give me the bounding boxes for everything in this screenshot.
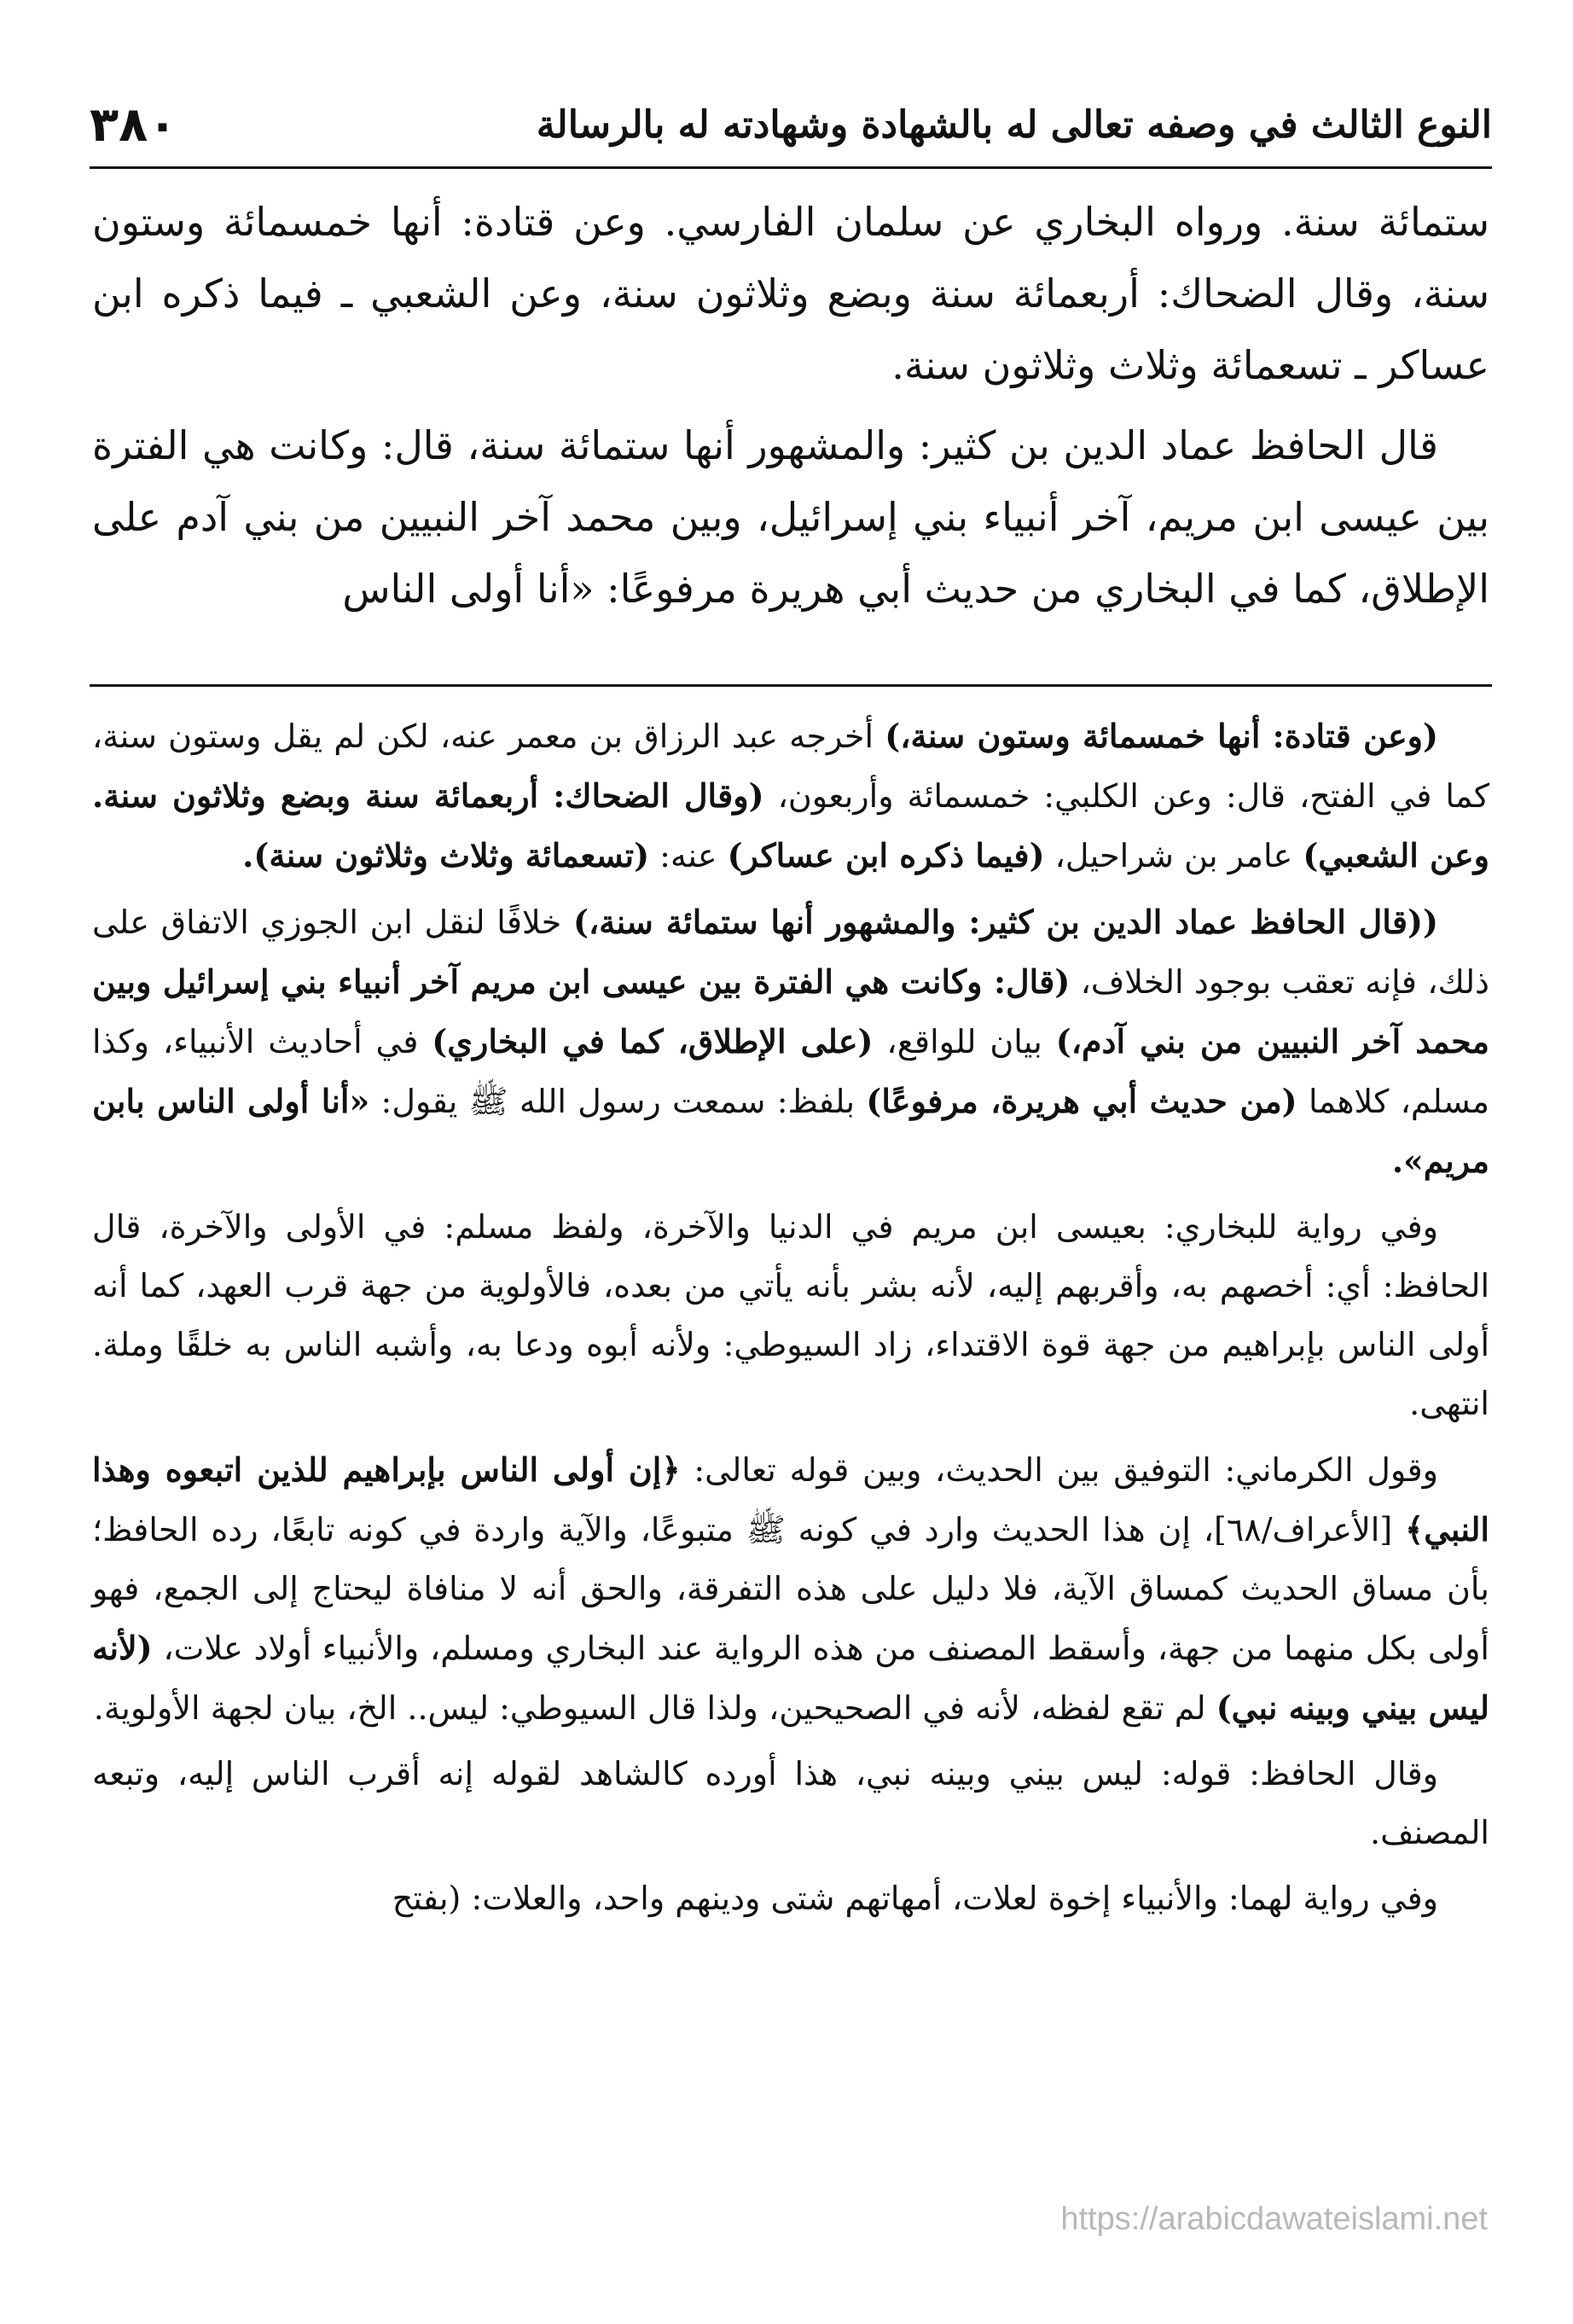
commentary-text: وقال الحافظ: قوله: ليس بيني وبينه نبي، هذا أورده كالشاهد لقوله إنه أقرب الناس إليه، وتبعه المصنف. [92,1755,1489,1851]
bold-quoted-text: (فيما ذكره ابن عساكر) [727,836,1045,874]
bold-quoted-text: (وقال الضحاك: أربعمائة سنة وبضع وثلاثون سنة. وعن الشعبي) [92,776,1489,874]
commentary-paragraph [92,1440,1489,1738]
commentary-paragraph [92,892,1489,1191]
commentary-text: أخرجه عبد الرزاق بن معمر عنه، لكن لم يقل وستون سنة، كما في الفتح، قال: وعن الكلبي: خمسمائة وأربعون، [92,718,1489,815]
bold-quoted-text: (قال: وكانت هي الفترة بين عيسى ابن مريم آخر أنبياء بني إسرائيل وبين محمد آخر النبيين من بني آدم،) [92,962,1490,1060]
page-header [90,81,1492,153]
commentary-text: [الأعراف/٦٨]، إن هذا الحديث وارد في كونه ﷺ متبوعًا، والآية واردة في كونه تابعًا، رده الحافظ؛ بأن مساق الحديث كمساق الآية، فلا دليل على هذه التفرقة، والحق أنه لا منافاة ليحتاج إلى الجمع، فهو أولى بكل منهما من جهة، وأسقط المصنف من هذه الرواية عند البخاري ومسلم، والأنبياء أولاد علات، [92,1511,1489,1667]
running-title: النوع الثالث في وصفه تعالى له بالشهادة وشهادته له بالرسالة [536,103,1492,147]
commentary-paragraph [92,706,1489,886]
main-paragraph: ستمائة سنة. ورواه البخاري عن سلمان الفارسي. وعن قتادة: أنها خمسمائة وستون سنة، وقال الضحاك: أربعمائة سنة وبضع وثلاثون سنة، وعن الشعبي ـ فيما ذكره ابن عساكر ـ تسعمائة وثلاث وثلاثون سنة. [92,199,1490,388]
footnote-divider [90,684,1492,687]
commentary-text: بيان للواقع، [873,1023,1056,1060]
bold-quoted-text: (تسعمائة وثلاث وثلاثون سنة). [242,836,650,874]
bold-quoted-text: (على الإطلاق، كما في البخاري) [432,1022,874,1060]
commentary-text: وقول الكرماني: التوفيق بين الحديث، وبين قوله تعالى: [680,1451,1438,1489]
bold-quoted-text: (من حديث أبي هريرة، مرفوعًا) [866,1082,1297,1120]
commentary-text: بلفظ: سمعت رسول الله ﷺ يقول: [369,1083,867,1120]
header-divider [90,166,1492,169]
bold-quoted-text: ((قال الحافظ عماد الدين بن كثير: والمشهور أنها ستمائة سنة،) [572,903,1438,941]
commentary-text: لم تقع لفظه، لأنه في الصحيحين، ولذا قال السيوطي: ليس.. الخ، بيان لجهة الأولوية. [93,1689,1216,1727]
commentary-paragraph [92,1745,1489,1862]
commentary-text: عنه: [649,837,728,874]
main-text [92,186,1489,633]
commentary-text: وفي رواية لهما: والأنبياء إخوة لعلات، أمهاتهم شتى ودينهم واحد، والعلات: (بفتح [392,1880,1438,1917]
commentary-text: عامر بن شراحيل، [1044,837,1303,874]
commentary-section [92,706,1489,1935]
bold-quoted-text: «أنا أولى الناس بابن مريم». [92,1082,1489,1180]
commentary-text: في أحاديث الأنبياء، وكذا مسلم، كلاهما [92,1023,1489,1120]
commentary-text: وفي رواية للبخاري: بعيسى ابن مريم في الدنيا والآخرة، ولفظ مسلم: في الأولى والآخرة، قال الحافظ: أي: أخصهم به، وأقربهم إليه، لأنه بشر بأنه يأتي من بعده، فالأولوية من جهة قرب العهد، كما أنه أولى الناس بإبراهيم من جهة قوة الاقتداء، زاد السيوطي: ولأنه أبوه ودعا به، وأشبه الناس به خلقًا وملة. انتهى. [92,1208,1489,1422]
bold-quoted-text: (وعن قتادة: أنها خمسمائة وستون سنة،) [885,717,1438,755]
bold-quoted-text: (لأنه ليس بيني وبينه نبي) [92,1629,1489,1727]
bold-quoted-text: ﴿إن أولى الناس بإبراهيم للذين اتبعوه وهذا النبي﴾ [92,1450,1489,1548]
commentary-paragraph [92,1198,1489,1433]
page-number: ٣٨٠ [90,97,177,153]
commentary-paragraph [92,1869,1489,1928]
main-paragraph: قال الحافظ عماد الدين بن كثير: والمشهور أنها ستمائة سنة، قال: وكانت هي الفترة بين عيسى ابن مريم، آخر أنبياء بني إسرائيل، وبين محمد آخر النبيين من بني آدم على الإطلاق، كما في البخاري من حديث أبي هريرة مرفوعًا: «أنا أولى الناس [92,422,1489,612]
watermark-url: https://arabicdawateislami.net [1060,2201,1488,2237]
commentary-text: خلافًا لنقل ابن الجوزي الاتفاق على ذلك، فإنه تعقب بوجود الخلاف، [92,903,1489,1001]
